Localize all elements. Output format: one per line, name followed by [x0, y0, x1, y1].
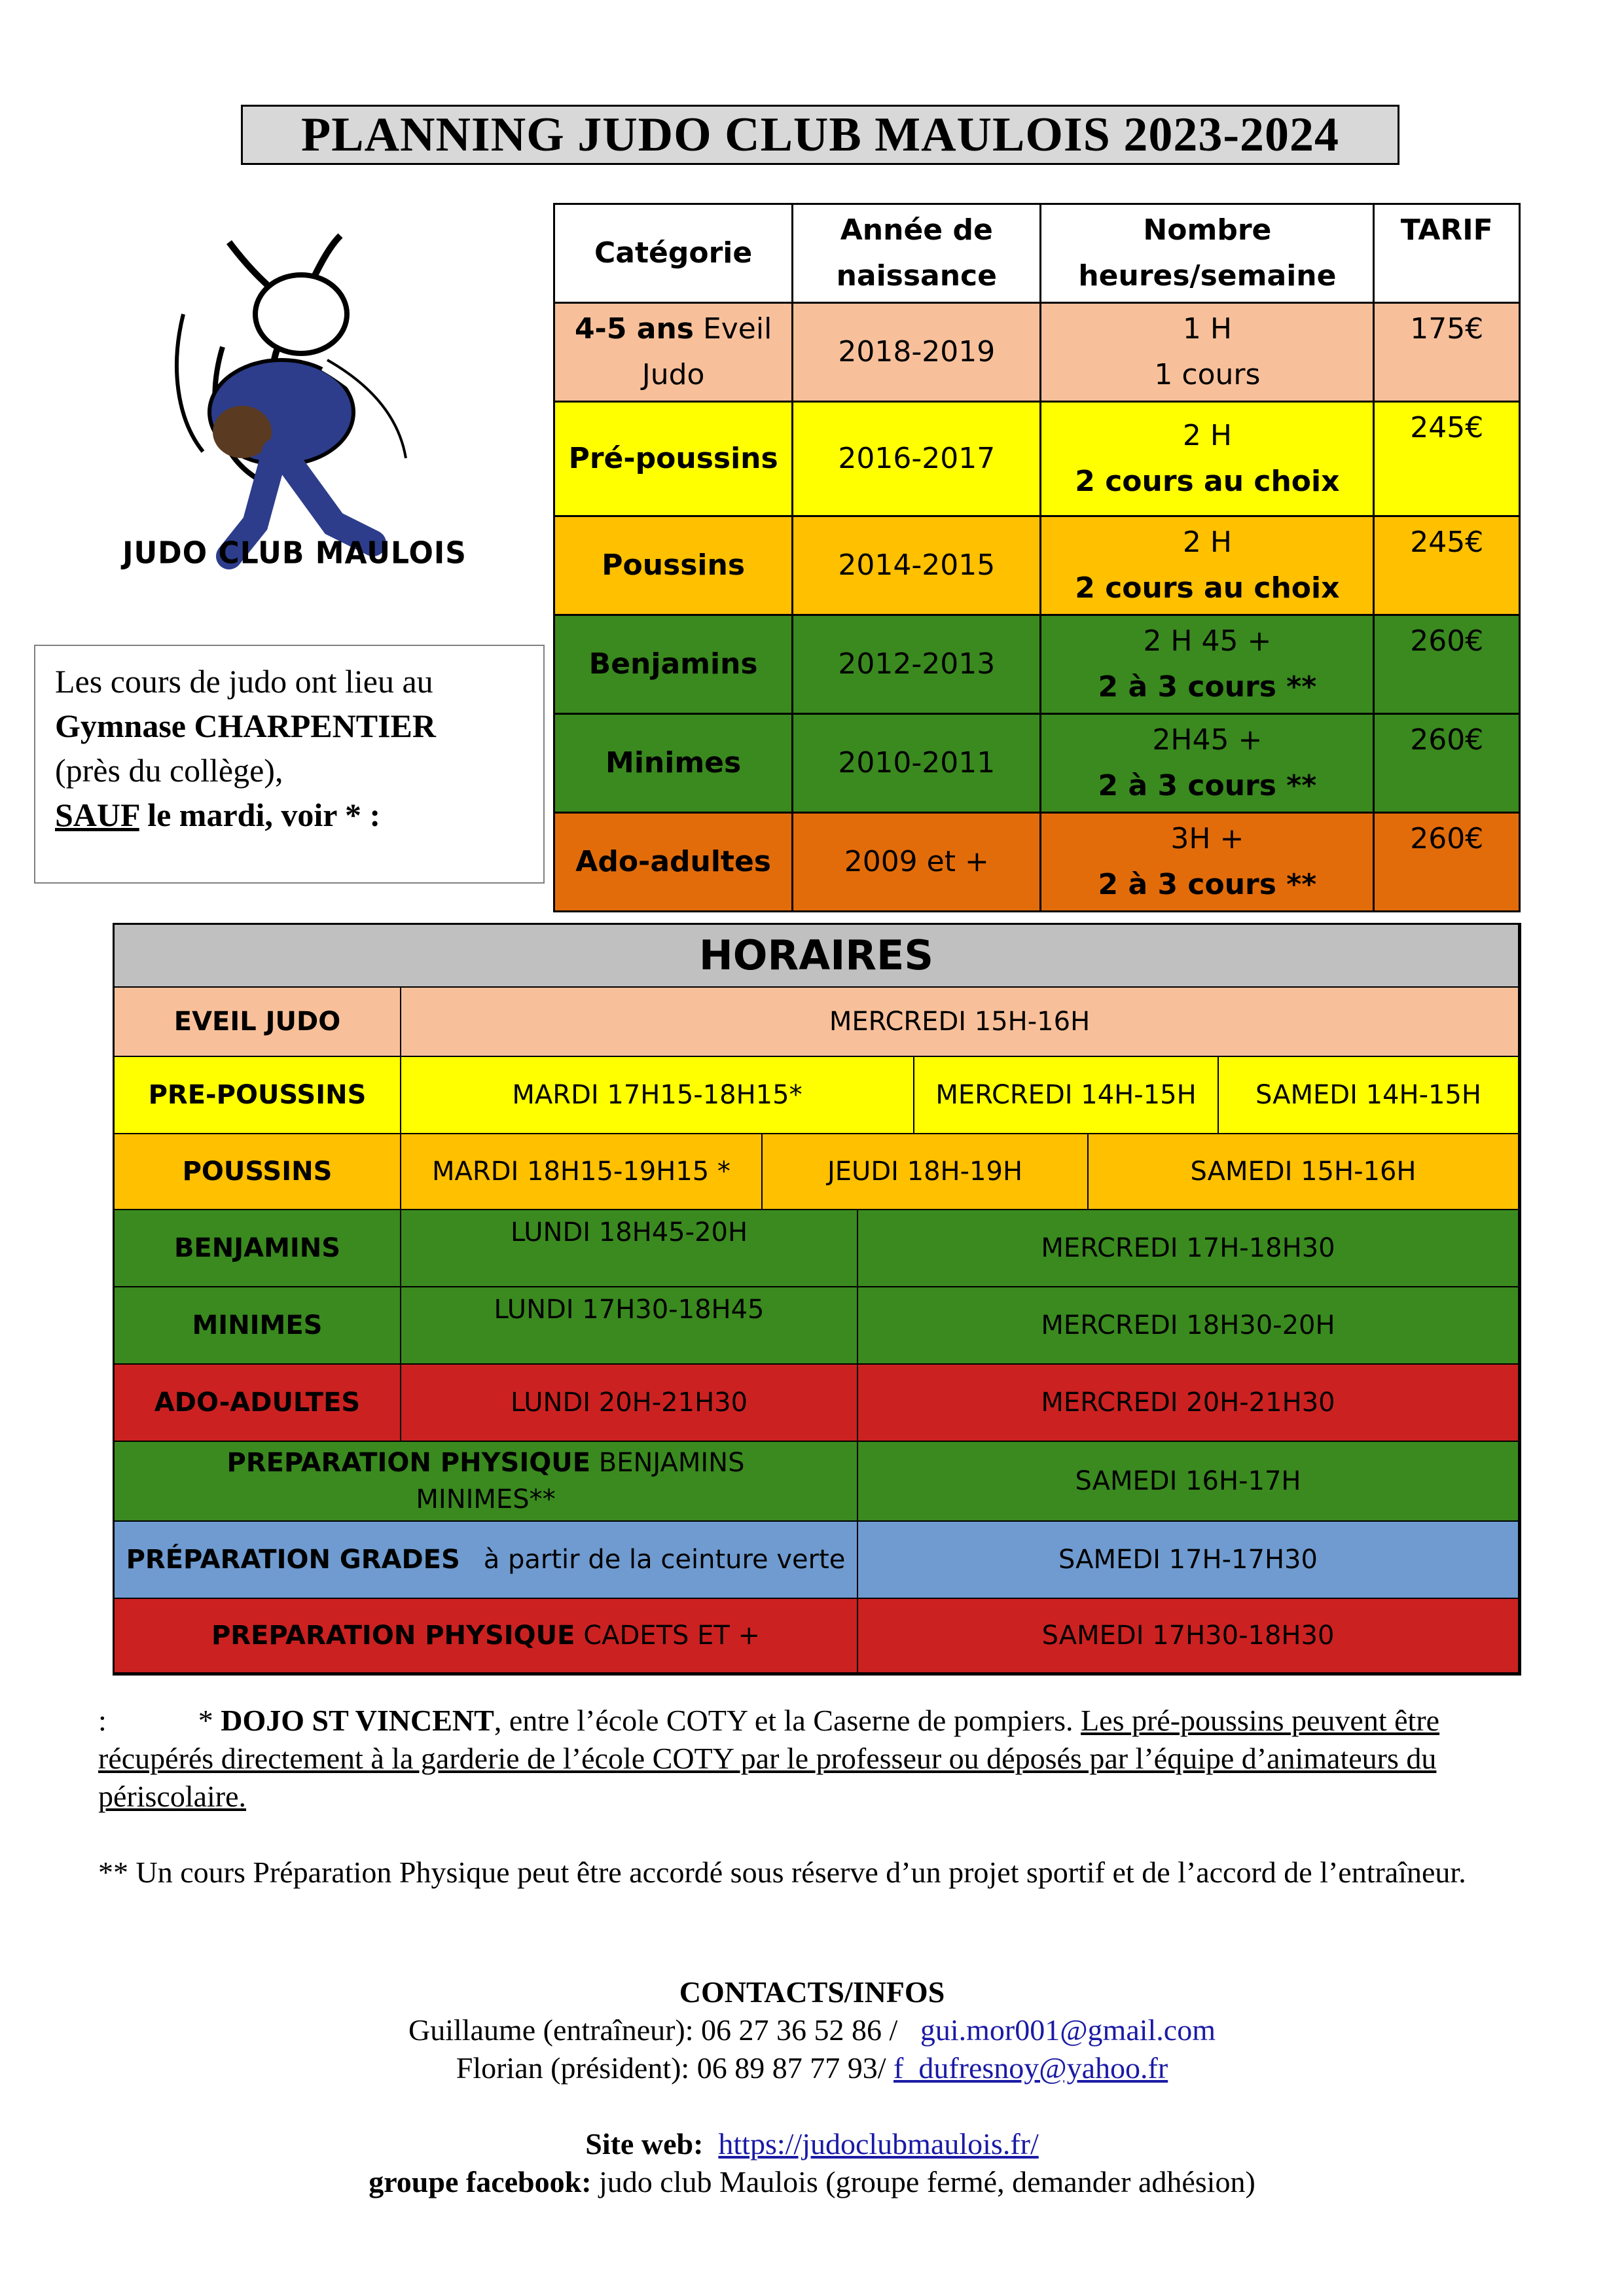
facebook-label: groupe facebook: [369, 2165, 592, 2198]
tarif-price: 245€ [1374, 402, 1520, 516]
tarif-categorie [554, 714, 793, 813]
poussins-label: POUSSINS [115, 1134, 401, 1210]
tarif-row [554, 813, 1520, 912]
tarif-categorie [554, 303, 793, 402]
tarif-price: 260€ [1374, 813, 1520, 912]
prep-cadets-label [115, 1599, 858, 1674]
prep-benj-label-text [191, 1444, 780, 1518]
prep-grades-label [115, 1522, 858, 1599]
venue-sauf: SAUF [55, 797, 139, 833]
prep-grades-slot: SAMEDI 17H-17H30 [858, 1522, 1519, 1599]
prep-grades-bold: PRÉPARATION GRADES [126, 1545, 460, 1575]
heures-line-2: 2 cours au choix [1075, 571, 1340, 605]
venue-line-2: Gymnase CHARPENTIER [55, 708, 436, 744]
contact-florian-text: Florian (président): 06 89 87 77 93/ [456, 2051, 886, 2085]
prep-grades-rest: à partir de la ceinture verte [483, 1545, 846, 1575]
tarif-row [554, 516, 1520, 615]
header-heures: Nombre heures/semaine [1041, 204, 1374, 303]
prep-benj-rest: BENJAMINS MINIMES** [416, 1448, 745, 1515]
tarif-row [554, 615, 1520, 714]
venue-line-4 [55, 793, 524, 837]
categorie-name: Poussins [602, 548, 746, 582]
tarif-row [554, 303, 1520, 402]
venue-line-4-rest: le mardi, voir * : [139, 797, 381, 833]
tarif-heures [1041, 303, 1374, 402]
minimes-slot-1: LUNDI 17H30-18H45 [401, 1287, 858, 1365]
header-categorie: Catégorie [554, 204, 793, 303]
categorie-name: 4-5 ans [574, 312, 694, 346]
tarif-annee: 2018-2019 [793, 303, 1041, 402]
tarif-annee: 2012-2013 [793, 615, 1041, 714]
footnote-dojo-name: DOJO ST VINCENT [221, 1704, 494, 1737]
site-web-link[interactable]: https://judoclubmaulois.fr/ [718, 2127, 1039, 2161]
eveil-slot-1: MERCREDI 15H-16H [401, 988, 1519, 1057]
venue-line-3: (près du collège), [55, 752, 283, 789]
heures-line-2: 2 cours au choix [1075, 465, 1340, 498]
facebook-group [0, 2163, 1624, 2201]
heures-line-1: 2 H [1182, 419, 1232, 452]
minimes-slot-2: MERCREDI 18H30-20H [858, 1287, 1519, 1365]
heures-line-1: 2H45 + [1152, 723, 1263, 757]
tarif-heures [1041, 615, 1374, 714]
tarif-categorie [554, 516, 793, 615]
page-title: PLANNING JUDO CLUB MAULOIS 2023-2024 [241, 105, 1399, 165]
prep-cadets-bold: PREPARATION PHYSIQUE [211, 1621, 575, 1651]
categorie-name: Benjamins [588, 647, 758, 681]
horaires-heading: HORAIRES [115, 925, 1519, 988]
horaires-table [113, 923, 1521, 1676]
ado-slot-2: MERCREDI 20H-21H30 [858, 1365, 1519, 1442]
tarif-heures [1041, 714, 1374, 813]
prepoussins-slot-2: MERCREDI 14H-15H [914, 1057, 1219, 1134]
ado-label: ADO-ADULTES [115, 1365, 401, 1442]
poussins-slot-1: MARDI 18H15-19H15 * [401, 1134, 763, 1210]
site-web-label: Site web: [585, 2127, 704, 2161]
prepoussins-label: PRE-POUSSINS [115, 1057, 401, 1134]
ado-slot-1: LUNDI 20H-21H30 [401, 1365, 858, 1442]
benjamins-label: BENJAMINS [115, 1210, 401, 1287]
header-annee: Année de naissance [793, 204, 1041, 303]
tarif-row [554, 402, 1520, 516]
heures-line-2: 2 à 3 cours ** [1098, 868, 1317, 901]
tarif-categorie [554, 813, 793, 912]
poussins-slot-3: SAMEDI 15H-16H [1089, 1134, 1519, 1210]
prep-grades-label-text [126, 1541, 846, 1578]
eveil-label: EVEIL JUDO [115, 988, 401, 1057]
tarif-annee: 2014-2015 [793, 516, 1041, 615]
footnote-prepoussins-info: Les pré-poussins peuvent être récupérés directement à la garderie de l’école COTY par le professeur ou déposés par l’équipe d’animateurs du périscolaire. [98, 1704, 1440, 1813]
categorie-name: Ado-adultes [575, 845, 771, 878]
tarif-row [554, 714, 1520, 813]
header-tarif: TARIF [1374, 204, 1520, 303]
tarif-heures [1041, 516, 1374, 615]
tarif-price: 175€ [1374, 303, 1520, 402]
categorie-name: Minimes [605, 746, 742, 780]
contact-guillaume [0, 2011, 1624, 2049]
prepoussins-slot-3: SAMEDI 14H-15H [1219, 1057, 1519, 1134]
footnote-dojo [98, 1702, 1525, 1816]
poussins-slot-2: JEUDI 18H-19H [763, 1134, 1089, 1210]
contact-florian [0, 2049, 1624, 2087]
prep-benj-bold: PREPARATION PHYSIQUE [226, 1448, 591, 1478]
contacts-heading: CONTACTS/INFOS [679, 1975, 945, 2009]
tarif-categorie [554, 615, 793, 714]
heures-line-2: 1 cours [1154, 358, 1261, 391]
prep-benj-label [115, 1442, 858, 1522]
contacts-section [0, 1973, 1624, 2201]
florian-email-link[interactable]: f_dufresnoy@yahoo.fr [893, 2051, 1168, 2085]
tarif-heures [1041, 402, 1374, 516]
guillaume-email-link[interactable]: gui.mor001@gmail.com [920, 2013, 1216, 2047]
prep-cadets-slot: SAMEDI 17H30-18H30 [858, 1599, 1519, 1674]
tarif-heures [1041, 813, 1374, 912]
contact-guillaume-text: Guillaume (entraîneur): 06 27 36 52 86 / [408, 2013, 898, 2047]
footnotes [98, 1702, 1525, 1892]
footnote-prefix: : [98, 1704, 107, 1737]
heures-line-1: 3H + [1170, 822, 1244, 855]
tarif-annee: 2009 et + [793, 813, 1041, 912]
minimes-label: MINIMES [115, 1287, 401, 1365]
heures-line-1: 2 H 45 + [1143, 624, 1272, 658]
tarif-categorie [554, 402, 793, 516]
tarif-price: 245€ [1374, 516, 1520, 615]
heures-line-1: 2 H [1182, 526, 1232, 559]
tarif-annee: 2010-2011 [793, 714, 1041, 813]
categorie-name: Pré-poussins [568, 442, 778, 475]
tarif-price: 260€ [1374, 714, 1520, 813]
tarif-table [553, 203, 1521, 912]
logo-text: JUDO CLUB MAULOIS [122, 535, 467, 571]
site-web [0, 2125, 1624, 2163]
prep-cadets-label-text [211, 1617, 760, 1654]
categorie-suffix: Eveil Judo [641, 312, 772, 391]
benjamins-slot-1: LUNDI 18H45-20H [401, 1210, 858, 1287]
heures-line-2: 2 à 3 cours ** [1098, 769, 1317, 802]
heures-line-1: 1 H [1182, 312, 1232, 346]
venue-info-box [34, 645, 545, 884]
tarif-price: 260€ [1374, 615, 1520, 714]
prep-cadets-rest: CADETS ET + [575, 1621, 761, 1651]
footnote-star: * [198, 1704, 221, 1737]
footnote-prep-physique: ** Un cours Préparation Physique peut être accordé sous réserve d’un projet sportif et de l’accord de l’entraîneur. [98, 1856, 1466, 1889]
heures-line-2: 2 à 3 cours ** [1098, 670, 1317, 704]
benjamins-slot-2: MERCREDI 17H-18H30 [858, 1210, 1519, 1287]
tarif-annee: 2016-2017 [793, 402, 1041, 516]
prepoussins-slot-1: MARDI 17H15-18H15* [401, 1057, 914, 1134]
venue-line-1: Les cours de judo ont lieu au [55, 663, 433, 700]
prep-benj-slot: SAMEDI 16H-17H [858, 1442, 1519, 1522]
footnote-dojo-text: , entre l’école COTY et la Caserne de pompiers. [494, 1704, 1081, 1737]
facebook-text: judo club Maulois (groupe fermé, demander adhésion) [591, 2165, 1255, 2198]
